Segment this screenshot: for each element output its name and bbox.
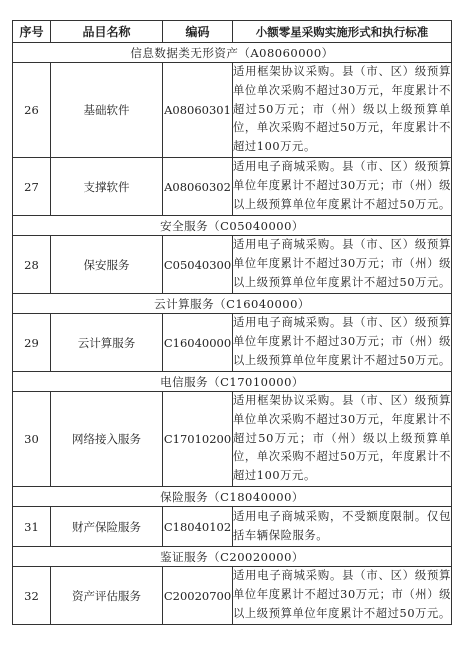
category-row bbox=[13, 216, 452, 236]
row-seq: 32 bbox=[13, 567, 51, 625]
row-item-name: 基础软件 bbox=[51, 63, 163, 158]
row-standard: 适用电子商城采购。县（市、区）级预算单位年度累计不超过30万元；市（州）级以上级预算单位年度累计不超过50万元。 bbox=[233, 314, 452, 372]
table-row bbox=[13, 158, 452, 216]
table-row bbox=[13, 507, 452, 547]
category-title: 信息数据类无形资产（A08060000） bbox=[13, 43, 452, 63]
row-seq: 27 bbox=[13, 158, 51, 216]
row-seq: 26 bbox=[13, 63, 51, 158]
row-item-name: 网络接入服务 bbox=[51, 392, 163, 487]
row-code: C18040102 bbox=[163, 507, 233, 547]
row-standard: 适用电子商城采购。县（市、区）级预算单位年度累计不超过30万元；市（州）级以上级预算单位年度累计不超过50万元。 bbox=[233, 158, 452, 216]
category-row bbox=[13, 487, 452, 507]
procurement-standards-table bbox=[12, 20, 452, 625]
table-row bbox=[13, 314, 452, 372]
category-title: 鉴证服务（C20020000） bbox=[13, 547, 452, 567]
row-standard: 适用框架协议采购。县（市、区）级预算单位单次采购不超过30万元，年度累计不超过50万元；市（州）级以上级预算单位，单次采购不超过50万元，年度累计不超过100万元。 bbox=[233, 392, 452, 487]
table-row bbox=[13, 392, 452, 487]
category-title: 云计算服务（C16040000） bbox=[13, 294, 452, 314]
header-row bbox=[13, 21, 452, 43]
header-code: 编码 bbox=[163, 21, 233, 43]
row-item-name: 资产评估服务 bbox=[51, 567, 163, 625]
row-seq: 28 bbox=[13, 236, 51, 294]
row-item-name: 支撑软件 bbox=[51, 158, 163, 216]
row-standard: 适用电子商城采购。县（市、区）级预算单位年度累计不超过30万元；市（州）级以上级预算单位年度累计不超过50万元。 bbox=[233, 236, 452, 294]
row-item-name: 云计算服务 bbox=[51, 314, 163, 372]
row-item-name: 财产保险服务 bbox=[51, 507, 163, 547]
row-code: C20020700 bbox=[163, 567, 233, 625]
row-seq: 31 bbox=[13, 507, 51, 547]
row-standard: 适用电子商城采购。县（市、区）级预算单位年度累计不超过30万元；市（州）级以上级预算单位年度累计不超过50万元。 bbox=[233, 567, 452, 625]
header-standard: 小额零星采购实施形式和执行标准 bbox=[233, 21, 452, 43]
row-code: A08060301 bbox=[163, 63, 233, 158]
table-row bbox=[13, 63, 452, 158]
row-seq: 29 bbox=[13, 314, 51, 372]
category-title: 安全服务（C05040000） bbox=[13, 216, 452, 236]
table-row bbox=[13, 567, 452, 625]
row-standard: 适用框架协议采购。县（市、区）级预算单位单次采购不超过30万元，年度累计不超过50万元；市（州）级以上级预算单位，单次采购不超过50万元，年度累计不超过100万元。 bbox=[233, 63, 452, 158]
category-row bbox=[13, 294, 452, 314]
category-title: 电信服务（C17010000） bbox=[13, 372, 452, 392]
header-item-name: 品目名称 bbox=[51, 21, 163, 43]
header-seq: 序号 bbox=[13, 21, 51, 43]
row-code: C05040300 bbox=[163, 236, 233, 294]
row-code: C16040000 bbox=[163, 314, 233, 372]
row-standard: 适用电子商城采购，不受额度限制。仅包括车辆保险服务。 bbox=[233, 507, 452, 547]
row-code: C17010200 bbox=[163, 392, 233, 487]
category-row bbox=[13, 372, 452, 392]
table-row bbox=[13, 236, 452, 294]
row-code: A08060302 bbox=[163, 158, 233, 216]
category-row bbox=[13, 547, 452, 567]
row-seq: 30 bbox=[13, 392, 51, 487]
category-title: 保险服务（C18040000） bbox=[13, 487, 452, 507]
category-row bbox=[13, 43, 452, 63]
row-item-name: 保安服务 bbox=[51, 236, 163, 294]
